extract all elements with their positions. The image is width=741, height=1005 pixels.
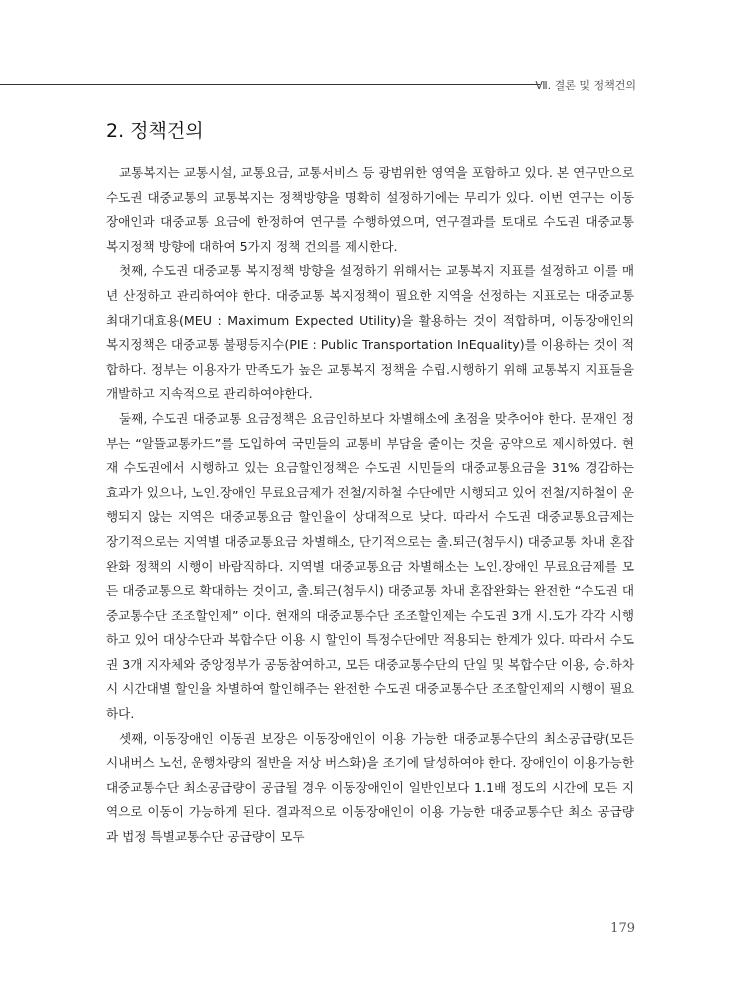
- paragraph-first-recommendation: 첫째, 수도권 대중교통 복지정책 방향을 설정하기 위해서는 교통복지 지표를 설정하고 이를 매년 산정하고 관리하여야 한다. 대중교통 복지정책이 필요한 지역을 선정하는 지표로는 대중교통 최대기대효용(MEU : Maximum Expected Utility)을 활용하는 것이 적합하며, 이동장애인의 복지정책은 대중교통 불평등지수(PIE : Public Transportation InEquality)를 이용하는 것이 적합하다. 정부는 이용자가 만족도가 높은 교통복지 정책을 수립․시행하기 위해 교통복지 지표들을 개발하고 지속적으로 관리하여야한다.: [106, 263, 634, 402]
- running-header: Ⅶ. 결론 및 정책건의: [535, 79, 636, 92]
- page-number: 179: [610, 921, 635, 936]
- paragraph-second-recommendation: 둘째, 수도권 대중교통 요금정책은 요금인하보다 차별해소에 초점을 맞추어야 한다. 문재인 정부는 “알뜰교통카드”를 도입하여 국민들의 교통비 부담을 줄이는 것을 공약으로 제시하였다. 현재 수도권에서 시행하고 있는 요금할인정책은 수도권 시민들의 대중교통요금을 31% 경감하는 효과가 있으나, 노인․장애인 무료요금제가 전철/지하철 수단에만 시행되고 있어 전철/지하철이 운행되지 않는 지역은 대중교통요금 할인율이 상대적으로 낮다. 따라서 수도권 대중교통요금제는 장기적으로는 지역별 대중교통요금 차별해소, 단기적으로는 출․퇴근(첨두시) 대중교통 차내 혼잡완화 정책의 시행이 바람직하다. 지역별 대중교통요금 차별해소는 노인․장애인 무료요금제를 모든 대중교통으로 확대하는 것이고, 출․퇴근(첨두시) 대중교통 차내 혼잡완화는 완전한 “수도권 대중교통수단 조조할인제” 이다. 현재의 대중교통수단 조조할인제는 수도권 3개 시․도가 각각 시행하고 있어 대상수단과 복합수단 이용 시 할인이 특정수단에만 적용되는 한계가 있다. 따라서 수도권 3개 지자체와 중앙정부가 공동참여하고, 모든 대중교통수단의 단일 및 복합수단 이용, 승․하차시 시간대별 할인율 차별하여 할인해주는 완전한 수도권 대중교통수단 조조할인제의 시행이 필요하다.: [106, 410, 634, 722]
- header-rule: [0, 84, 540, 85]
- paragraph-intro: 교통복지는 교통시설, 교통요금, 교통서비스 등 광범위한 영역을 포함하고 있다. 본 연구만으로 수도권 대중교통의 교통복지는 정책방향을 명확히 설정하기에는 무리가 있다. 이번 연구는 이동장애인과 대중교통 요금에 한정하여 연구를 수행하였으며, 연구결과를 토대로 수도권 대중교통 복지정책 방향에 대하여 5가지 정책 건의를 제시한다.: [106, 165, 634, 254]
- paragraph-third-recommendation: 셋째, 이동장애인 이동권 보장은 이동장애인이 이용 가능한 대중교통수단의 최소공급량(모든 시내버스 노선, 운행차량의 절반을 저상 버스화)을 조기에 달성하여야 한다. 장애인이 이용가능한 대중교통수단 최소공급량이 공급될 경우 이동장애인이 일반인보다 1.1배 정도의 시간에 모든 지역으로 이동이 가능하게 된다. 결과적으로 이동장애인이 이용 가능한 대중교통수단 최소 공급량과 법정 특별교통수단 공급량이 모두: [106, 730, 634, 845]
- body-text: [106, 161, 634, 850]
- section-title: 2. 정책건의: [106, 120, 204, 142]
